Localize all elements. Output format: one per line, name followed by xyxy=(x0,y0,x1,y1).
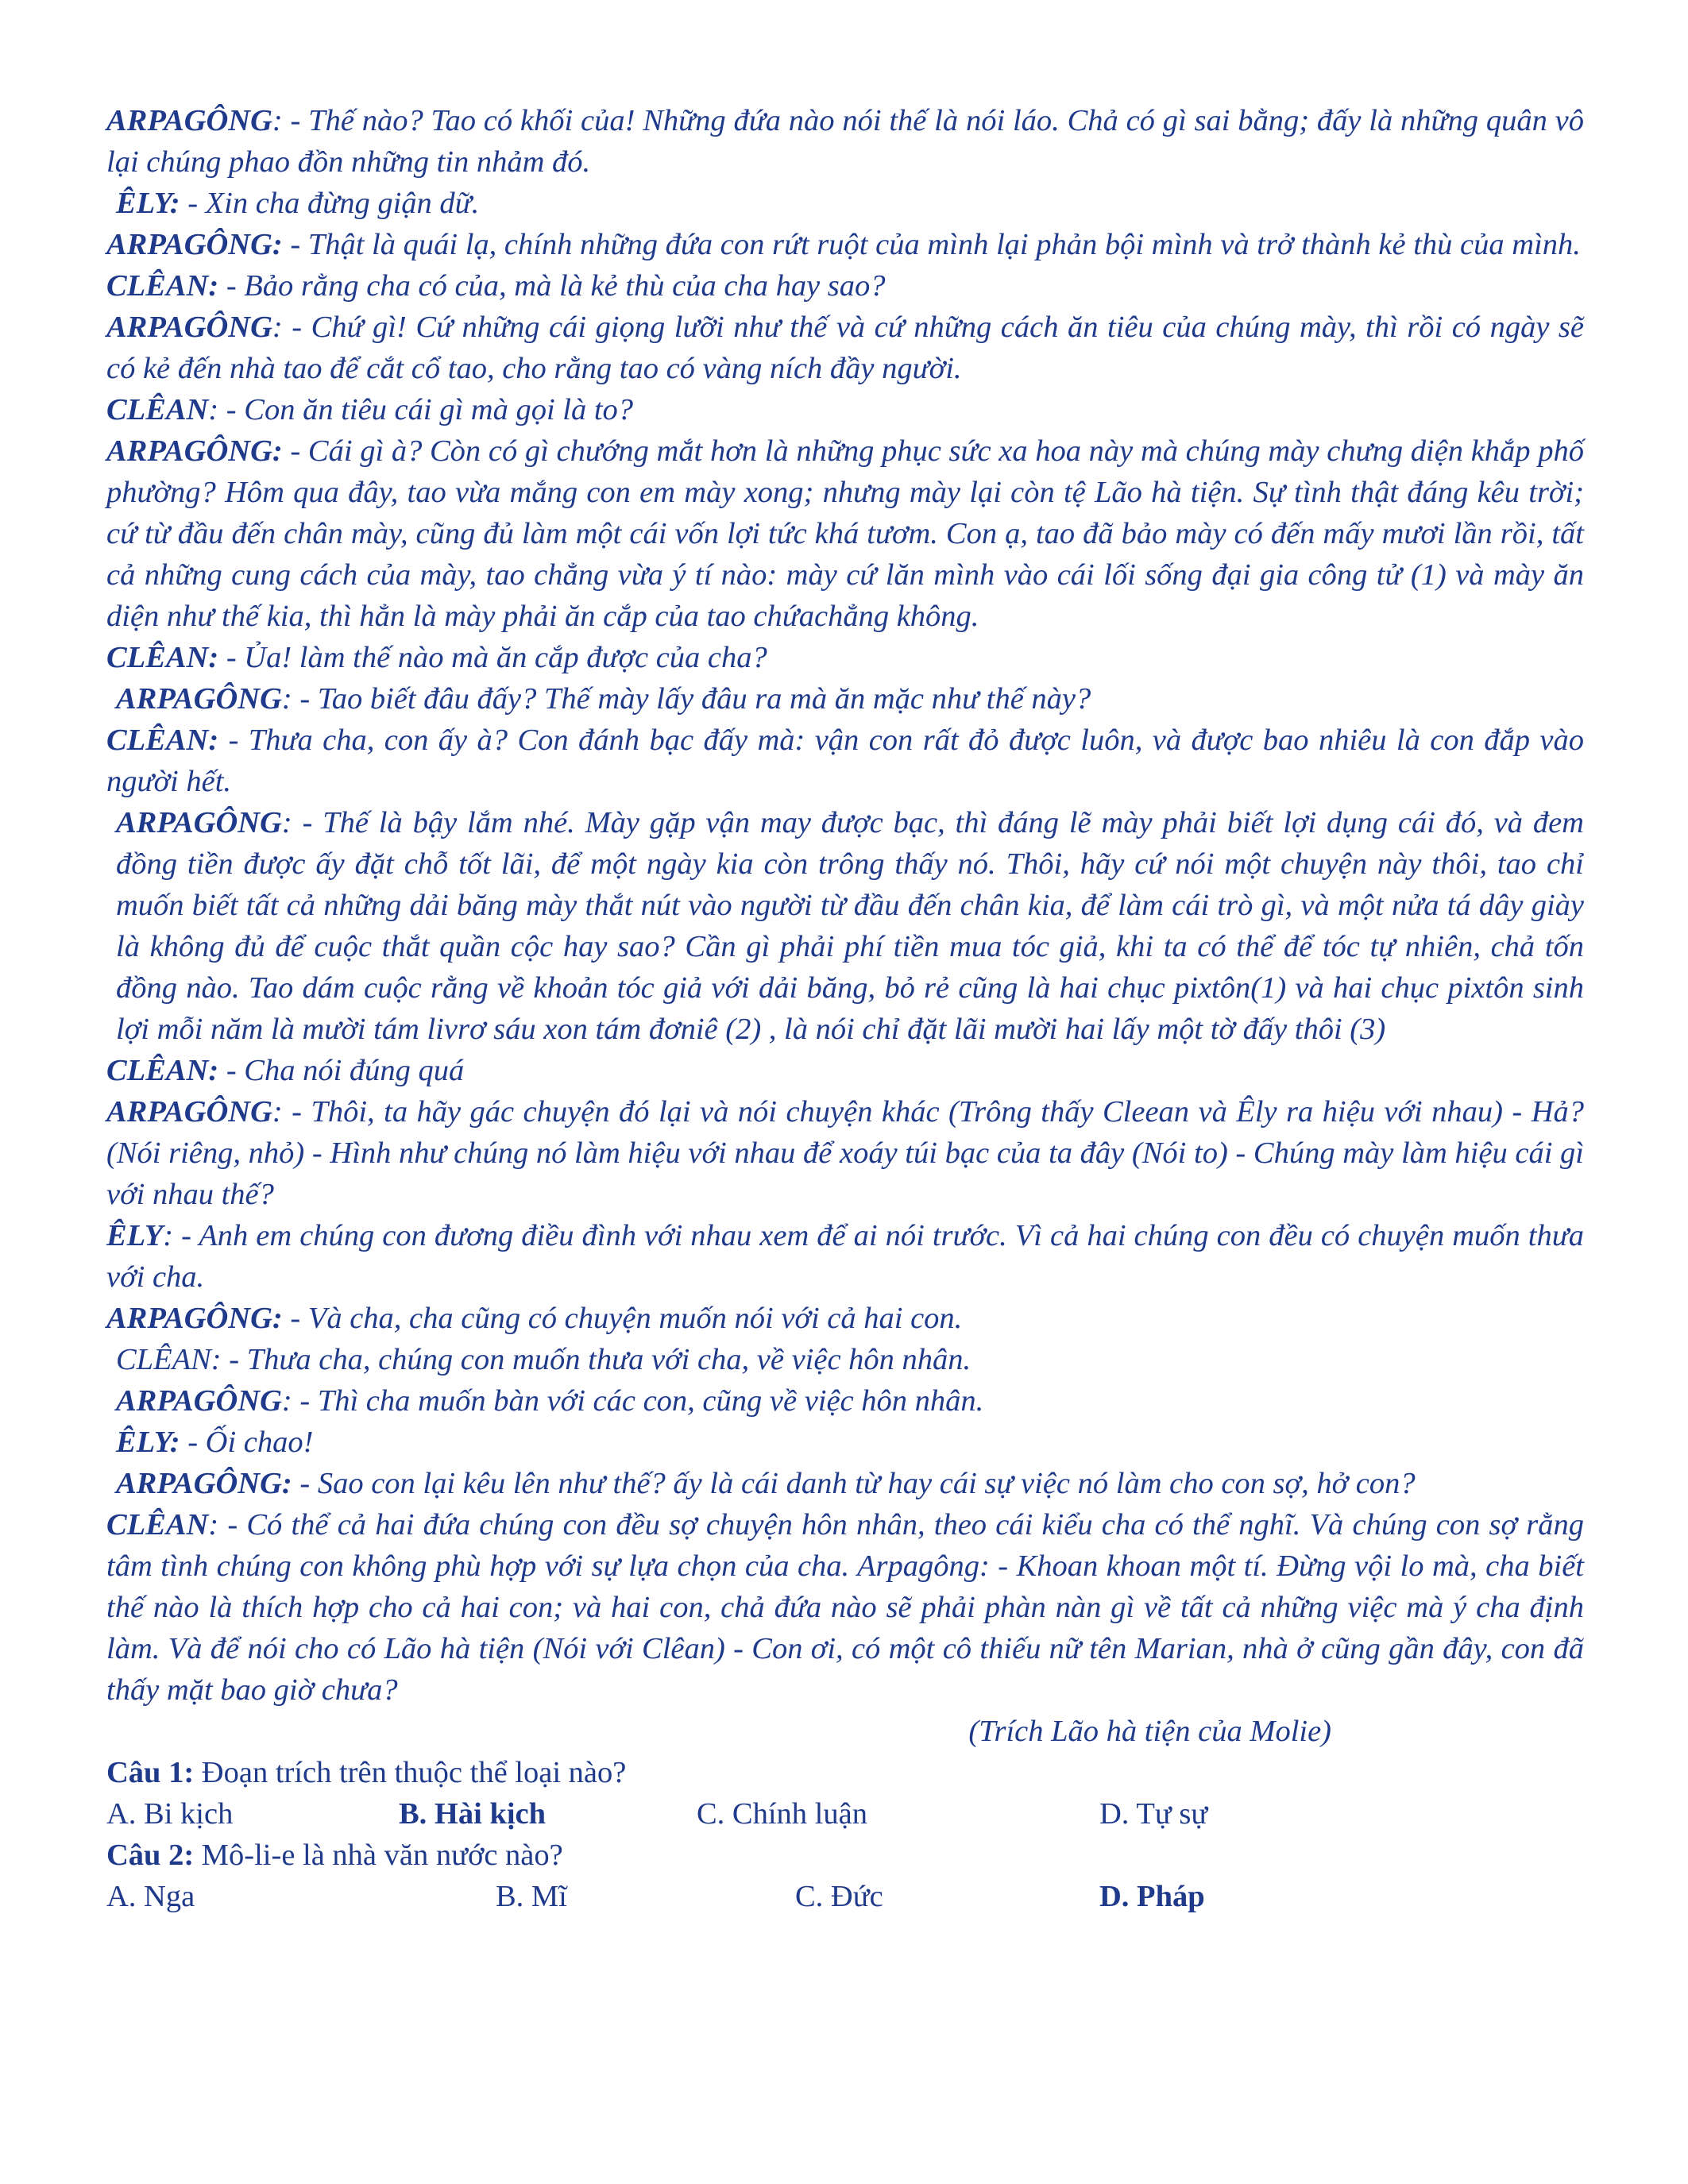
answer-option-b: B. Hài kịch xyxy=(399,1797,547,1831)
dialogue-text: Thì cha muốn bàn với các con, cũng về việc hôn nhân. xyxy=(317,1384,984,1418)
speaker-name: CLÊAN xyxy=(106,1508,209,1542)
answer-option-d: D. Pháp xyxy=(1099,1880,1205,1913)
dialogue-line: ARPAGÔNG: - Thật là quái lạ, chính những đứa con rứt ruột của mình lại phản bội mình và trở thành kẻ thù của mình. xyxy=(106,228,1581,261)
dialogue-text: Xin cha đừng giận dữ. xyxy=(205,187,480,220)
speaker-name: ARPAGÔNG xyxy=(106,104,272,137)
dialogue-text: Bảo rằng cha có của, mà là kẻ thù của cha hay sao? xyxy=(244,269,886,303)
question-number: Câu 2: xyxy=(106,1839,195,1872)
dialogue-text: Con ăn tiêu cái gì mà gọi là to? xyxy=(244,393,634,426)
speaker-name: ARPAGÔNG: xyxy=(106,434,283,468)
answer-option-a: A. Nga xyxy=(106,1880,195,1913)
speaker-name: ÊLY: xyxy=(116,187,180,220)
speaker-name: CLÊAN: xyxy=(106,723,219,757)
speaker-name: ARPAGÔNG xyxy=(106,1095,272,1129)
dialogue-text: Thôi, ta hãy gác chuyện đó lại và nói chuyện khác (Trông thấy Cleean và Êly ra hiệu với nhau) - Hả? (Nói riêng, nhỏ) - Hình như chúng nó làm hiệu với nhau để xoáy túi bạc của ta đây (Nói to) - Chúng mày làm hiệu cái gì với nhau thế? xyxy=(106,1095,1584,1211)
dialogue-line: ARPAGÔNG: - Thì cha muốn bàn với các con, cũng về việc hôn nhân. xyxy=(116,1384,984,1418)
dialogue-line: ARPAGÔNG: - Thế nào? Tao có khối của! Những đứa nào nói thế là nói láo. Chả có gì sai bằng; đấy là những quân vô lại chúng phao đồn những tin nhảm đó. xyxy=(106,104,1584,179)
dialogue-line: ARPAGÔNG: - Và cha, cha cũng có chuyện muốn nói với cả hai con. xyxy=(106,1302,963,1335)
source-citation: (Trích Lão hà tiện của Molie) xyxy=(968,1715,1331,1748)
dialogue-line: ARPAGÔNG: - Cái gì à? Còn có gì chướng mắt hơn là những phục sức xa hoa này mà chúng mày chưng diện khắp phố phường? Hôm qua đây, tao vừa mắng con em mày xong; nhưng mày lại còn tệ Lão hà tiện. Sự tình thật đáng kêu trời; cứ từ đầu đến chân mày, cũng đủ làm một cái vốn lợi tức khá tươm. Con ạ, tao đã bảo mày có đến mấy mươi lần rồi, tất cả những cung cách của mày, tao chẳng vừa ý tí nào: mày cứ lăn mình vào cái lối sống đại gia công tử (1) và mày ăn diện như thế kia, thì hẳn là mày phải ăn cắp của tao chứachẳng không. xyxy=(106,434,1584,633)
answer-option-b: B. Mĩ xyxy=(496,1880,567,1913)
dialogue-line: CLÊAN: - Ủa! làm thế nào mà ăn cắp được của cha? xyxy=(106,641,767,674)
dialogue-text: Thưa cha, con ấy à? Con đánh bạc đấy mà: vận con rất đỏ được luôn, và được bao nhiêu là con đắp vào người hết. xyxy=(106,723,1584,798)
answer-option-c: C. Đức xyxy=(795,1880,883,1913)
dialogue-line: CLÊAN: - Thưa cha, con ấy à? Con đánh bạc đấy mà: vận con rất đỏ được luôn, và được bao nhiêu là con đắp vào người hết. xyxy=(106,723,1584,798)
dialogue-text: Thật là quái lạ, chính những đứa con rứt ruột của mình lại phản bội mình và trở thành kẻ thù của mình. xyxy=(307,228,1581,261)
dialogue-text: Có thể cả hai đứa chúng con đều sợ chuyện hôn nhân, theo cái kiểu cha có thể nghĩ. Và chúng con sợ rằng tâm tình chúng con không phù hợp với sự lựa chọn của cha. Arpagông: - Khoan khoan một tí. Đừng vội lo mà, cha biết thế nào là thích hợp cho cả hai con; và hai con, chả đứa nào sẽ phải phàn nàn gì về tất cả những việc mà ý cha định làm. Và để nói cho có Lão hà tiện (Nói với Clêan) - Con ơi, có một cô thiếu nữ tên Marian, nhà ở cũng gần đây, con đã thấy mặt bao giờ chưa? xyxy=(106,1508,1584,1707)
speaker-name: ÊLY: xyxy=(116,1426,180,1459)
speaker-name: ARPAGÔNG: xyxy=(116,1467,292,1500)
answer-option-a: A. Bi kịch xyxy=(106,1797,234,1831)
dialogue-line: ÊLY: - Anh em chúng con đương điều đình với nhau xem để ai nói trước. Vì cả hai chúng con đều có chuyện muốn thưa với cha. xyxy=(106,1219,1584,1294)
dialogue-text: Và cha, cha cũng có chuyện muốn nói với cả hai con. xyxy=(307,1302,963,1335)
dialogue-text: Chứ gì! Cứ những cái giọng lưỡi như thế và cứ những cách ăn tiêu của chúng mày, thì rồi có ngày sẽ có kẻ đến nhà tao để cắt cổ tao, cho rằng tao có vàng ních đầy người. xyxy=(106,311,1584,385)
dialogue-text: Cái gì à? Còn có gì chướng mắt hơn là những phục sức xa hoa này mà chúng mày chưng diện khắp phố phường? Hôm qua đây, tao vừa mắng con em mày xong; nhưng mày lại còn tệ Lão hà tiện. Sự tình thật đáng kêu trời; cứ từ đầu đến chân mày, cũng đủ làm một cái vốn lợi tức khá tươm. Con ạ, tao đã bảo mày có đến mấy mươi lần rồi, tất cả những cung cách của mày, tao chẳng vừa ý tí nào: mày cứ lăn mình vào cái lối sống đại gia công tử (1) và mày ăn diện như thế kia, thì hẳn là mày phải ăn cắp của tao chứachẳng không. xyxy=(106,434,1584,633)
question-1 xyxy=(106,1752,1584,1793)
dialogue-line: CLÊAN: - Cha nói đúng quá xyxy=(106,1054,465,1087)
dialogue-text: Ối chao! xyxy=(205,1426,314,1459)
question-text: Mô-li-e là nhà văn nước nào? xyxy=(201,1839,563,1872)
question-2 xyxy=(106,1835,1584,1876)
dialogue-line: CLÊAN: - Con ăn tiêu cái gì mà gọi là to? xyxy=(106,393,634,426)
speaker-name: ÊLY xyxy=(106,1219,164,1252)
speaker-name: ARPAGÔNG xyxy=(106,311,272,344)
dialogue-text: Sao con lại kêu lên như thế? ấy là cái danh từ hay cái sự việc nó làm cho con sợ, hở con? xyxy=(317,1467,1416,1500)
dialogue-line: ÊLY: - Ối chao! xyxy=(116,1426,314,1459)
dialogue-text: Thế là bậy lắm nhé. Mày gặp vận may được bạc, thì đáng lẽ mày phải biết lợi dụng cái đó, và đem đồng tiền được ấy đặt chỗ tốt lãi, để một ngày kia còn trông thấy nó. Thôi, hãy cứ nói một chuyện này thôi, tao chỉ muốn biết tất cả những dải băng mày thắt nút vào người từ đầu đến chân kia, để làm cái trò gì, và một nửa tá dây giày là không đủ để cuộc thắt quần cộc hay sao? Cần gì phải phí tiền mua tóc giả, khi ta có thể để tóc tự nhiên, chả tốn đồng nào. Tao dám cuộc rằng về khoản tóc giả với dải băng, bỏ rẻ cũng là hai chục pixtôn(1) và hai chục pixtôn sinh lợi mỗi năm là mười tám livrơ sáu xon tám đơniê (2) , là nói chỉ đặt lãi mười hai lấy một tờ đấy thôi (3) xyxy=(116,806,1584,1046)
dialogue-text: Thế nào? Tao có khối của! Những đứa nào nói thế là nói láo. Chả có gì sai bằng; đấy là những quân vô lại chúng phao đồn những tin nhảm đó. xyxy=(106,104,1584,179)
speaker-name: ARPAGÔNG xyxy=(116,806,282,839)
question-number: Câu 1: xyxy=(106,1756,195,1789)
answer-options-2 xyxy=(106,1876,1584,1917)
dialogue-line: CLÊAN: - Có thể cả hai đứa chúng con đều sợ chuyện hôn nhân, theo cái kiểu cha có thể nghĩ. Và chúng con sợ rằng tâm tình chúng con không phù hợp với sự lựa chọn của cha. Arpagông: - Khoan khoan một tí. Đừng vội lo mà, cha biết thế nào là thích hợp cho cả hai con; và hai con, chả đứa nào sẽ phải phàn nàn gì về tất cả những việc mà ý cha định làm. Và để nói cho có Lão hà tiện (Nói với Clêan) - Con ơi, có một cô thiếu nữ tên Marian, nhà ở cũng gần đây, con đã thấy mặt bao giờ chưa? xyxy=(106,1508,1584,1707)
dialogue-text: Cha nói đúng quá xyxy=(244,1054,465,1087)
dialogue-line: ÊLY: - Xin cha đừng giận dữ. xyxy=(116,187,480,220)
speaker-name: ARPAGÔNG: xyxy=(106,228,283,261)
dialogue-text: Ủa! làm thế nào mà ăn cắp được của cha? xyxy=(244,641,767,674)
speaker-name: CLÊAN: xyxy=(106,269,219,303)
dialogue-text: CLÊAN: - Thưa cha, chúng con muốn thưa với cha, về việc hôn nhân. xyxy=(116,1343,971,1376)
dialogue-text: Tao biết đâu đấy? Thế mày lấy đâu ra mà ăn mặc như thế này? xyxy=(317,682,1091,716)
speaker-name: CLÊAN xyxy=(106,393,209,426)
speaker-name: CLÊAN: xyxy=(106,641,219,674)
speaker-name: CLÊAN: xyxy=(106,1054,219,1087)
answer-option-c: C. Chính luận xyxy=(697,1797,867,1831)
dialogue-line: ARPAGÔNG: - Thế là bậy lắm nhé. Mày gặp vận may được bạc, thì đáng lẽ mày phải biết lợi dụng cái đó, và đem đồng tiền được ấy đặt chỗ tốt lãi, để một ngày kia còn trông thấy nó. Thôi, hãy cứ nói một chuyện này thôi, tao chỉ muốn biết tất cả những dải băng mày thắt nút vào người từ đầu đến chân kia, để làm cái trò gì, và một nửa tá dây giày là không đủ để cuộc thắt quần cộc hay sao? Cần gì phải phí tiền mua tóc giả, khi ta có thể để tóc tự nhiên, chả tốn đồng nào. Tao dám cuộc rằng về khoản tóc giả với dải băng, bỏ rẻ cũng là hai chục pixtôn(1) và hai chục pixtôn sinh lợi mỗi năm là mười tám livrơ sáu xon tám đơniê (2) , là nói chỉ đặt lãi mười hai lấy một tờ đấy thôi (3) xyxy=(116,806,1584,1046)
dialogue-line: ARPAGÔNG: - Chứ gì! Cứ những cái giọng lưỡi như thế và cứ những cách ăn tiêu của chúng mày, thì rồi có ngày sẽ có kẻ đến nhà tao để cắt cổ tao, cho rằng tao có vàng ních đầy người. xyxy=(106,311,1584,385)
dialogue-line: ARPAGÔNG: - Sao con lại kêu lên như thế? ấy là cái danh từ hay cái sự việc nó làm cho con sợ, hở con? xyxy=(116,1467,1416,1500)
dialogue-line: ARPAGÔNG: - Tao biết đâu đấy? Thế mày lấy đâu ra mà ăn mặc như thế này? xyxy=(116,682,1091,716)
document-page xyxy=(106,100,1584,1917)
speaker-name: ARPAGÔNG: xyxy=(106,1302,283,1335)
dialogue-line xyxy=(106,1339,1584,1380)
dialogue-text: Anh em chúng con đương điều đình với nhau xem để ai nói trước. Vì cả hai chúng con đều có chuyện muốn thưa với cha. xyxy=(106,1219,1584,1294)
answer-options-1 xyxy=(106,1793,1584,1835)
speaker-name: ARPAGÔNG xyxy=(116,682,282,716)
question-text: Đoạn trích trên thuộc thể loại nào? xyxy=(201,1756,627,1789)
dialogue-excerpt xyxy=(106,100,1584,1752)
speaker-name: ARPAGÔNG xyxy=(116,1384,282,1418)
dialogue-line: CLÊAN: - Bảo rằng cha có của, mà là kẻ thù của cha hay sao? xyxy=(106,269,886,303)
dialogue-line: ARPAGÔNG: - Thôi, ta hãy gác chuyện đó lại và nói chuyện khác (Trông thấy Cleean và Êly ra hiệu với nhau) - Hả? (Nói riêng, nhỏ) - Hình như chúng nó làm hiệu với nhau để xoáy túi bạc của ta đây (Nói to) - Chúng mày làm hiệu cái gì với nhau thế? xyxy=(106,1095,1584,1211)
answer-option-d: D. Tự sự xyxy=(1099,1797,1208,1831)
